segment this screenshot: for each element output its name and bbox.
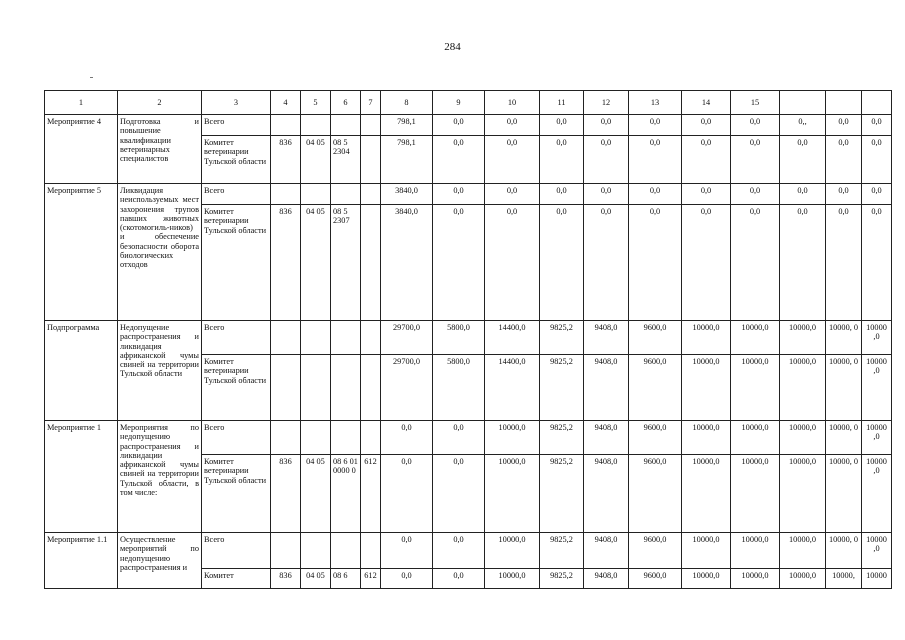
amount-cell: 9408,0 xyxy=(584,421,629,455)
column-number-7: 7 xyxy=(361,91,381,115)
amount-cell: 0,0 xyxy=(433,533,485,569)
row-label: Мероприятие 1 xyxy=(45,421,118,533)
amount-cell: 10000,0 xyxy=(485,455,540,533)
amount-cell: 10000,0 xyxy=(780,533,826,569)
amount-cell: 0,0 xyxy=(540,115,584,136)
code-grbs: 836 xyxy=(271,455,301,533)
amount-cell: 10000,0 xyxy=(731,455,780,533)
amount-cell: 10000, xyxy=(826,569,862,589)
executor-cell: Комитет ветеринарии Тульской области xyxy=(202,455,271,533)
code-expense-type xyxy=(361,355,381,421)
amount-cell: 29700,0 xyxy=(381,355,433,421)
amount-cell: 0,0 xyxy=(584,184,629,205)
amount-cell: 0,, xyxy=(780,115,826,136)
code-target xyxy=(331,533,361,569)
amount-cell: 10000,0 xyxy=(682,355,731,421)
amount-cell: 10000,0 xyxy=(682,321,731,355)
amount-cell: 0,0 xyxy=(381,533,433,569)
amount-cell: 0,0 xyxy=(780,136,826,184)
amount-cell: 0,0 xyxy=(433,115,485,136)
amount-cell: 10000,0 xyxy=(731,321,780,355)
code-expense-type xyxy=(361,321,381,355)
amount-cell: 0,0 xyxy=(485,184,540,205)
amount-cell: 10000,0 xyxy=(731,421,780,455)
column-number-11: 11 xyxy=(540,91,584,115)
code-expense-type xyxy=(361,421,381,455)
code-target xyxy=(331,115,361,136)
code-section xyxy=(301,421,331,455)
amount-cell: 3840,0 xyxy=(381,205,433,321)
column-number-13: 13 xyxy=(629,91,682,115)
amount-cell: 9600,0 xyxy=(629,455,682,533)
code-expense-type xyxy=(361,115,381,136)
amount-cell: 5800,0 xyxy=(433,355,485,421)
table-row xyxy=(45,115,892,136)
executor-cell: Всего xyxy=(202,184,271,205)
amount-cell: 29700,0 xyxy=(381,321,433,355)
executor-cell: Комитет xyxy=(202,569,271,589)
amount-cell: 10000,0 xyxy=(682,569,731,589)
amount-cell: 0,0 xyxy=(682,184,731,205)
amount-cell: 10000,0 xyxy=(731,355,780,421)
amount-cell: 0,0 xyxy=(629,136,682,184)
amount-cell: 10000 xyxy=(862,569,892,589)
code-section: 04 05 xyxy=(301,455,331,533)
amount-cell: 10000, 0 xyxy=(826,355,862,421)
row-name: Недопущение распространения и ликвидация африканской чумы свиней на территории Тульской области xyxy=(118,321,202,421)
code-expense-type xyxy=(361,205,381,321)
code-grbs: 836 xyxy=(271,569,301,589)
amount-cell: 9408,0 xyxy=(584,455,629,533)
amount-cell: 10000,0 xyxy=(682,421,731,455)
amount-cell: 798,1 xyxy=(381,115,433,136)
amount-cell: 10000,0 xyxy=(731,569,780,589)
amount-cell: 14400,0 xyxy=(485,355,540,421)
executor-cell: Комитет ветеринарии Тульской области xyxy=(202,136,271,184)
amount-cell: 0,0 xyxy=(584,136,629,184)
amount-cell: 0,0 xyxy=(629,205,682,321)
amount-cell: 0,0 xyxy=(485,115,540,136)
code-section xyxy=(301,184,331,205)
amount-cell: 9600,0 xyxy=(629,321,682,355)
code-expense-type xyxy=(361,136,381,184)
row-label: Мероприятие 4 xyxy=(45,115,118,184)
amount-cell: 10000 ,0 xyxy=(862,421,892,455)
amount-cell: 0,0 xyxy=(862,184,892,205)
executor-cell: Всего xyxy=(202,321,271,355)
code-grbs: 836 xyxy=(271,136,301,184)
budget-table xyxy=(44,90,892,589)
amount-cell: 9825,2 xyxy=(540,569,584,589)
amount-cell: 10000 ,0 xyxy=(862,355,892,421)
amount-cell: 0,0 xyxy=(629,115,682,136)
amount-cell: 0,0 xyxy=(485,136,540,184)
amount-cell: 0,0 xyxy=(826,136,862,184)
amount-cell: 10000, 0 xyxy=(826,533,862,569)
amount-cell: 0,0 xyxy=(780,205,826,321)
column-number-1: 1 xyxy=(45,91,118,115)
column-number-14: 14 xyxy=(682,91,731,115)
executor-cell: Всего xyxy=(202,115,271,136)
amount-cell: 9600,0 xyxy=(629,569,682,589)
amount-cell: 9408,0 xyxy=(584,533,629,569)
code-expense-type: 612 xyxy=(361,455,381,533)
column-number-8: 8 xyxy=(381,91,433,115)
code-target xyxy=(331,421,361,455)
column-number-15: 15 xyxy=(731,91,780,115)
column-number-9: 9 xyxy=(433,91,485,115)
code-grbs xyxy=(271,355,301,421)
code-target xyxy=(331,184,361,205)
code-section xyxy=(301,533,331,569)
column-number-5: 5 xyxy=(301,91,331,115)
amount-cell: 0,0 xyxy=(629,184,682,205)
column-number-16 xyxy=(780,91,826,115)
column-number-18 xyxy=(862,91,892,115)
amount-cell: 10000,0 xyxy=(780,321,826,355)
code-grbs xyxy=(271,421,301,455)
column-number-17 xyxy=(826,91,862,115)
code-grbs xyxy=(271,184,301,205)
code-target: 08 6 xyxy=(331,569,361,589)
executor-cell: Всего xyxy=(202,533,271,569)
column-number-6: 6 xyxy=(331,91,361,115)
amount-cell: 10000,0 xyxy=(682,533,731,569)
amount-cell: 0,0 xyxy=(540,205,584,321)
code-target xyxy=(331,321,361,355)
code-section: 04 05 xyxy=(301,569,331,589)
amount-cell: 10000,0 xyxy=(485,569,540,589)
amount-cell: 9825,2 xyxy=(540,533,584,569)
code-expense-type: 612 xyxy=(361,569,381,589)
amount-cell: 0,0 xyxy=(682,205,731,321)
code-grbs xyxy=(271,115,301,136)
amount-cell: 10000, 0 xyxy=(826,421,862,455)
code-target: 08 5 2307 xyxy=(331,205,361,321)
code-target: 08 6 01 0000 0 xyxy=(331,455,361,533)
executor-cell: Комитет ветеринарии Тульской области xyxy=(202,355,271,421)
amount-cell: 0,0 xyxy=(862,115,892,136)
amount-cell: 0,0 xyxy=(381,569,433,589)
code-grbs xyxy=(271,321,301,355)
column-number-12: 12 xyxy=(584,91,629,115)
row-label: Мероприятие 5 xyxy=(45,184,118,321)
amount-cell: 10000 ,0 xyxy=(862,533,892,569)
amount-cell: 10000, 0 xyxy=(826,455,862,533)
amount-cell: 0,0 xyxy=(433,184,485,205)
amount-cell: 9825,2 xyxy=(540,321,584,355)
row-name: Подготовка и повышение квалификации ветеринарных специалистов xyxy=(118,115,202,184)
amount-cell: 10000,0 xyxy=(731,533,780,569)
code-target: 08 5 2304 xyxy=(331,136,361,184)
amount-cell: 0,0 xyxy=(862,136,892,184)
amount-cell: 0,0 xyxy=(381,421,433,455)
amount-cell: 0,0 xyxy=(731,205,780,321)
page-number: 284 xyxy=(444,41,461,53)
amount-cell: 9600,0 xyxy=(629,355,682,421)
amount-cell: 0,0 xyxy=(780,184,826,205)
amount-cell: 9408,0 xyxy=(584,355,629,421)
amount-cell: 0,0 xyxy=(433,569,485,589)
row-name: Мероприятия по недопущению распространения и ликвидации африканской чумы свиней на территории Тульской области, в том числе: xyxy=(118,421,202,533)
amount-cell: 0,0 xyxy=(731,184,780,205)
amount-cell: 0,0 xyxy=(540,136,584,184)
amount-cell: 9825,2 xyxy=(540,421,584,455)
row-name: Осуществление мероприятий по недопущению распространения и xyxy=(118,533,202,589)
amount-cell: 9600,0 xyxy=(629,421,682,455)
column-number-10: 10 xyxy=(485,91,540,115)
code-section xyxy=(301,355,331,421)
amount-cell: 5800,0 xyxy=(433,321,485,355)
code-section xyxy=(301,321,331,355)
amount-cell: 0,0 xyxy=(540,184,584,205)
table-row xyxy=(45,421,892,455)
amount-cell: 10000, 0 xyxy=(826,321,862,355)
amount-cell: 9408,0 xyxy=(584,321,629,355)
amount-cell: 10000,0 xyxy=(780,569,826,589)
code-grbs: 836 xyxy=(271,205,301,321)
amount-cell: 3840,0 xyxy=(381,184,433,205)
column-number-4: 4 xyxy=(271,91,301,115)
table-row xyxy=(45,533,892,569)
executor-cell: Комитет ветеринарии Тульской области xyxy=(202,205,271,321)
scan-speck xyxy=(90,77,93,78)
amount-cell: 0,0 xyxy=(584,205,629,321)
amount-cell: 0,0 xyxy=(826,205,862,321)
amount-cell: 0,0 xyxy=(826,115,862,136)
amount-cell: 9408,0 xyxy=(584,569,629,589)
amount-cell: 0,0 xyxy=(381,455,433,533)
column-number-2: 2 xyxy=(118,91,202,115)
amount-cell: 0,0 xyxy=(682,115,731,136)
amount-cell: 10000 ,0 xyxy=(862,321,892,355)
code-target xyxy=(331,355,361,421)
amount-cell: 0,0 xyxy=(731,136,780,184)
code-section xyxy=(301,115,331,136)
amount-cell: 9600,0 xyxy=(629,533,682,569)
table-row xyxy=(45,321,892,355)
row-label: Мероприятие 1.1 xyxy=(45,533,118,589)
amount-cell: 0,0 xyxy=(584,115,629,136)
amount-cell: 0,0 xyxy=(433,205,485,321)
column-number-3: 3 xyxy=(202,91,271,115)
amount-cell: 798,1 xyxy=(381,136,433,184)
amount-cell: 0,0 xyxy=(433,455,485,533)
amount-cell: 10000,0 xyxy=(780,421,826,455)
executor-cell: Всего xyxy=(202,421,271,455)
amount-cell: 9825,2 xyxy=(540,455,584,533)
amount-cell: 0,0 xyxy=(433,136,485,184)
amount-cell: 10000,0 xyxy=(485,533,540,569)
code-expense-type xyxy=(361,184,381,205)
amount-cell: 10000,0 xyxy=(682,455,731,533)
amount-cell: 0,0 xyxy=(682,136,731,184)
amount-cell: 0,0 xyxy=(433,421,485,455)
row-label: Подпрограмма xyxy=(45,321,118,421)
code-expense-type xyxy=(361,533,381,569)
amount-cell: 10000,0 xyxy=(780,455,826,533)
row-name: Ликвидация неиспользуемых мест захоронения трупов павших животных (скотомогиль-ников) и обеспечение безопасности оборота биологических отходов xyxy=(118,184,202,321)
amount-cell: 0,0 xyxy=(731,115,780,136)
amount-cell: 0,0 xyxy=(826,184,862,205)
code-section: 04 05 xyxy=(301,136,331,184)
amount-cell: 0,0 xyxy=(485,205,540,321)
header-row xyxy=(45,91,892,115)
amount-cell: 10000 ,0 xyxy=(862,455,892,533)
code-grbs xyxy=(271,533,301,569)
code-section: 04 05 xyxy=(301,205,331,321)
amount-cell: 9825,2 xyxy=(540,355,584,421)
amount-cell: 0,0 xyxy=(862,205,892,321)
amount-cell: 10000,0 xyxy=(485,421,540,455)
amount-cell: 10000,0 xyxy=(780,355,826,421)
table-row xyxy=(45,184,892,205)
amount-cell: 14400,0 xyxy=(485,321,540,355)
